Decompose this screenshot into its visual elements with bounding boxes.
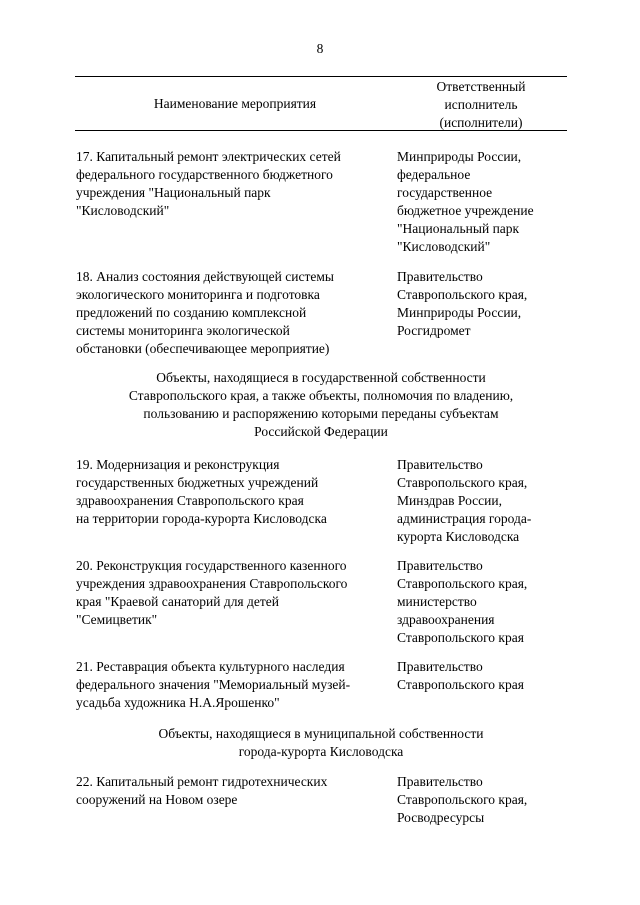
- activity-line: здравоохранения Ставропольского края: [76, 493, 304, 508]
- row-21-executors: [397, 658, 567, 694]
- executor-line: Ставропольского края: [397, 630, 524, 645]
- activity-line: 19. Модернизация и реконструкция: [76, 457, 280, 472]
- activity-line: 20. Реконструкция государственного казенного: [76, 558, 347, 573]
- header-responsible-executor: [395, 78, 567, 132]
- executor-line: федеральное: [397, 167, 471, 182]
- executor-line: здравоохранения: [397, 612, 495, 627]
- activity-line: "Семицветик": [76, 612, 158, 627]
- executor-line: Росгидромет: [397, 323, 471, 338]
- executor-line: "Кисловодский": [397, 239, 491, 254]
- executor-line: государственное: [397, 185, 493, 200]
- section-line: города-курорта Кисловодска: [238, 744, 404, 759]
- page-number: 8: [316, 41, 324, 56]
- activity-line: экологического мониторинга и подготовка: [76, 287, 320, 302]
- row-19-executors: [397, 456, 567, 546]
- executor-line: министерство: [397, 594, 477, 609]
- activity-line: обстановки (обеспечивающее мероприятие): [76, 341, 330, 356]
- section-line: Ставропольского края, а также объекты, полномочия по владению,: [128, 388, 514, 403]
- executor-line: Ставропольского края,: [397, 287, 528, 302]
- section-line: Российской Федерации: [254, 424, 388, 439]
- executor-line: администрация города-: [397, 511, 532, 526]
- executor-line: Ставропольского края: [397, 677, 524, 692]
- header-line: исполнитель: [444, 97, 518, 112]
- section-line: пользованию и распоряжению которыми переданы субъектам: [143, 406, 499, 421]
- header-activity-name: [75, 95, 395, 113]
- activity-line: федерального государственного бюджетного: [76, 167, 333, 182]
- executor-line: Минприроды России,: [397, 149, 522, 164]
- executor-line: Правительство: [397, 269, 483, 284]
- activity-line: 18. Анализ состояния действующей системы: [76, 269, 334, 284]
- row-20-activity: [76, 557, 386, 629]
- activity-line: 21. Реставрация объекта культурного наследия: [76, 659, 345, 674]
- activity-line: государственных бюджетных учреждений: [76, 475, 319, 490]
- executor-line: Правительство: [397, 659, 483, 674]
- executor-line: Правительство: [397, 558, 483, 573]
- row-18-executors: [397, 268, 567, 340]
- activity-line: федерального значения "Мемориальный музей-: [76, 677, 351, 692]
- row-19-activity: [76, 456, 386, 528]
- table-top-rule: [75, 76, 567, 77]
- executor-line: Правительство: [397, 774, 483, 789]
- activity-line: усадьба художника Н.А.Ярошенко": [76, 695, 280, 710]
- activity-line: учреждения "Национальный парк: [76, 185, 271, 200]
- executor-line: Правительство: [397, 457, 483, 472]
- activity-line: края "Краевой санаторий для детей: [76, 594, 279, 609]
- row-18-activity: [76, 268, 386, 358]
- table-header-rule: [75, 130, 567, 131]
- section-line: Объекты, находящиеся в государственной собственности: [156, 370, 486, 385]
- section-heading-regional-property: [75, 369, 567, 441]
- header-line: Наименование мероприятия: [153, 96, 317, 111]
- row-20-executors: [397, 557, 567, 647]
- activity-line: предложений по созданию комплексной: [76, 305, 307, 320]
- activity-line: 17. Капитальный ремонт электрических сетей: [76, 149, 341, 164]
- executor-line: Ставропольского края,: [397, 792, 528, 807]
- row-17-activity: [76, 148, 386, 220]
- activity-line: 22. Капитальный ремонт гидротехнических: [76, 774, 328, 789]
- row-22-executors: [397, 773, 567, 827]
- activity-line: сооружений на Новом озере: [76, 792, 238, 807]
- row-21-activity: [76, 658, 386, 712]
- executor-line: курорта Кисловодска: [397, 529, 520, 544]
- activity-line: системы мониторинга экологической: [76, 323, 290, 338]
- header-line: (исполнители): [439, 115, 523, 130]
- row-22-activity: [76, 773, 386, 809]
- executor-line: Ставропольского края,: [397, 475, 528, 490]
- activity-line: на территории города-курорта Кисловодска: [76, 511, 327, 526]
- executor-line: Минздрав России,: [397, 493, 502, 508]
- activity-line: "Кисловодский": [76, 203, 170, 218]
- row-17-executors: [397, 148, 567, 256]
- executor-line: Ставропольского края,: [397, 576, 528, 591]
- header-line: Ответственный: [436, 79, 526, 94]
- section-line: Объекты, находящиеся в муниципальной собственности: [158, 726, 484, 741]
- executor-line: бюджетное учреждение: [397, 203, 534, 218]
- executor-line: Росводресурсы: [397, 810, 485, 825]
- section-heading-municipal-property: [75, 725, 567, 761]
- activity-line: учреждения здравоохранения Ставропольского: [76, 576, 348, 591]
- executor-line: Минприроды России,: [397, 305, 522, 320]
- executor-line: "Национальный парк: [397, 221, 520, 236]
